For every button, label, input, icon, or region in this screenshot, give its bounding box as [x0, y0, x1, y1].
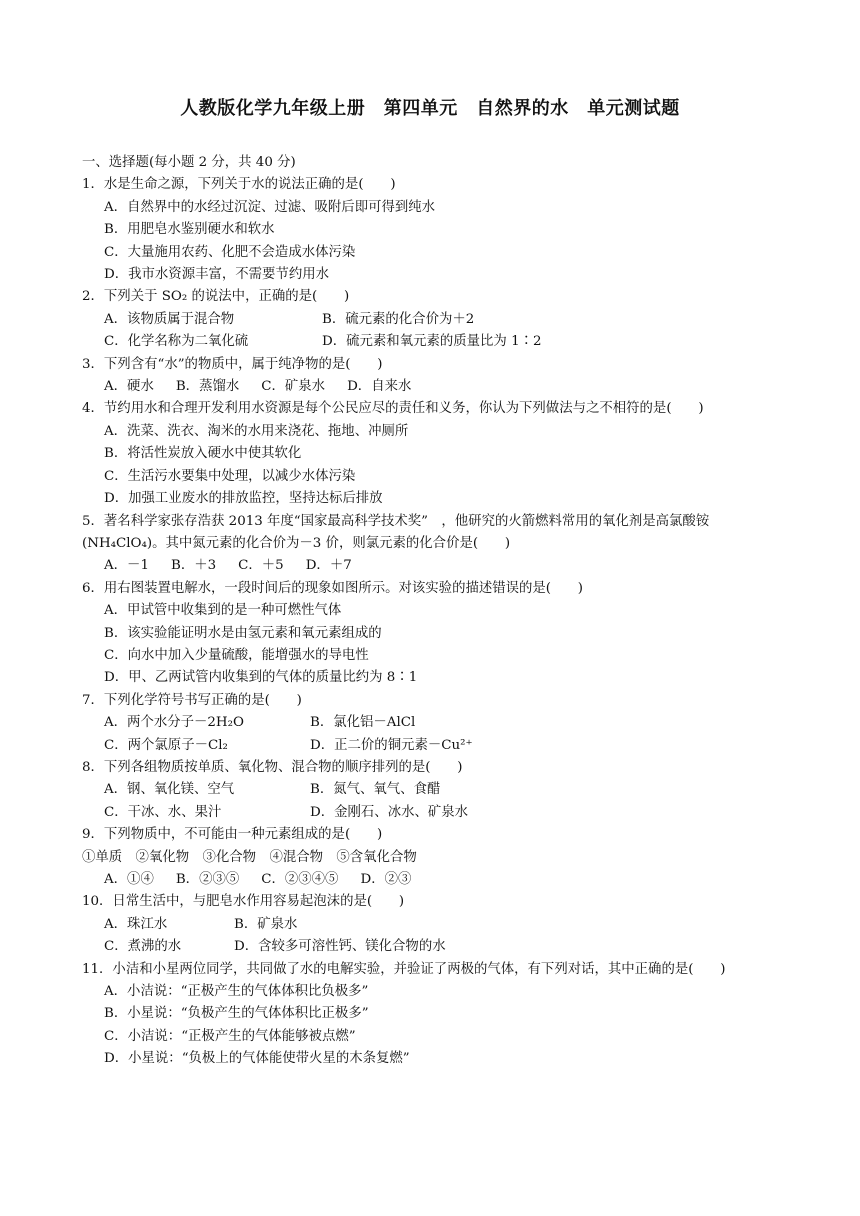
question-3-options — [82, 376, 782, 398]
question-7-option-c: C．两个氯原子－Cl₂ — [104, 737, 228, 753]
question-6-option-b: B．该实验能证明水是由氢元素和氧元素组成的 — [104, 625, 382, 641]
question-9-option-d: D．②③ — [360, 872, 412, 887]
question-10-option-b: B．矿泉水 — [234, 916, 298, 932]
question-2-option-a: A．该物质属于混合物 — [104, 311, 235, 327]
question-7-stem: 7．下列化学符号书写正确的是( ) — [82, 692, 302, 708]
question-10-stem: 10．日常生活中，与肥皂水作用容易起泡沫的是( ) — [82, 894, 405, 910]
question-2-stem: 2．下列关于 SO₂ 的说法中，正确的是( ) — [82, 289, 350, 305]
question-11-stem: 11．小洁和小星两位同学，共同做了水的电解实验，并验证了两极的气体，有下列对话，其中正确的是( ) — [82, 961, 726, 977]
section-heading: 一、选择题(每小题 2 分，共 40 分) — [82, 155, 296, 170]
question-6-stem: 6．用右图装置电解水，一段时间后的现象如图所示。对该实验的描述错误的是( ) — [82, 580, 584, 596]
question-8-stem: 8．下列各组物质按单质、氧化物、混合物的顺序排列的是( ) — [82, 759, 463, 775]
question-10-option-a: A．珠江水 — [104, 916, 168, 932]
question-4-option-b: B．将活性炭放入硬水中使其软化 — [104, 446, 302, 462]
question-5-options — [82, 555, 782, 577]
question-5-option-d: D．＋7 — [305, 558, 352, 574]
question-3-option-b: B．蒸馏水 — [175, 379, 240, 395]
question-2-option-b: B．硫元素的化合价为＋2 — [322, 311, 475, 327]
question-9-option-b: B．②③⑤ — [175, 872, 240, 887]
question-3-option-a: A．硬水 — [104, 379, 154, 395]
question-5-option-b: B．＋3 — [170, 558, 217, 574]
question-5-option-a: A．－1 — [104, 558, 149, 574]
question-4-option-c: C．生活污水要集中处理，以减少水体污染 — [104, 468, 356, 484]
question-2-options-row-2 — [82, 331, 782, 353]
question-11-option-d: D．小星说：“负极上的气体能使带火星的木条复燃” — [104, 1051, 410, 1067]
question-1-option-a: A．自然界中的水经过沉淀、过滤、吸附后即可得到纯水 — [104, 199, 436, 215]
question-10-option-d: D．含较多可溶性钙、镁化合物的水 — [234, 939, 446, 955]
question-1-option-d: D．我市水资源丰富，不需要节约用水 — [104, 267, 329, 283]
question-4-option-d: D．加强工业废水的排放监控，坚持达标后排放 — [104, 491, 383, 507]
question-10-option-c: C．煮沸的水 — [104, 939, 182, 955]
question-3-option-d: D．自来水 — [347, 379, 412, 395]
question-1-stem: 1．水是生命之源，下列关于水的说法正确的是( ) — [82, 177, 396, 193]
question-7-option-a: A．两个水分子－2H₂O — [104, 715, 244, 731]
question-5-stem: 5．著名科学家张存浩获 2013 年度“国家最高科学技术奖” ，他研究的火箭燃料常用的氧化剂是高氯酸铵(NH₄ClO₄)。其中氮元素的化合价为－3 价，则氯元素的化合价是( ) — [82, 513, 710, 551]
question-9-stem: 9．下列物质中，不可能由一种元素组成的是( ) — [82, 827, 383, 843]
question-2-option-d: D．硫元素和氧元素的质量比为 1∶2 — [322, 334, 542, 350]
question-8-option-a: A．钢、氧化镁、空气 — [104, 782, 235, 798]
question-9-option-a: A．①④ — [104, 872, 154, 887]
question-8-option-d: D．金刚石、冰水、矿泉水 — [310, 804, 469, 820]
question-4-option-a: A．洗菜、洗衣、淘米的水用来浇花、拖地、冲厕所 — [104, 423, 409, 439]
question-2-options-row-1 — [82, 309, 782, 331]
question-3-option-c: C．矿泉水 — [261, 379, 326, 395]
question-body — [82, 152, 782, 1071]
question-11-option-a: A．小洁说：“正极产生的气体体积比负极多” — [104, 984, 369, 1000]
question-1-option-c: C．大量施用农药、化肥不会造成水体污染 — [104, 244, 356, 260]
question-7-options-row-1 — [82, 712, 782, 734]
question-2-option-c: C．化学名称为二氧化硫 — [104, 334, 249, 350]
question-3-stem: 3．下列含有“水”的物质中，属于纯净物的是( ) — [82, 356, 383, 372]
question-1-option-b: B．用肥皂水鉴别硬水和软水 — [104, 222, 275, 238]
question-4-stem: 4．节约用水和合理开发利用水资源是每个公民应尽的责任和义务，你认为下列做法与之不相符的是( ) — [82, 401, 704, 417]
question-10-options-row-1 — [82, 914, 782, 936]
question-5-option-c: C．＋5 — [238, 558, 284, 574]
question-9-option-c: C．②③④⑤ — [261, 872, 339, 887]
question-6-option-c: C．向水中加入少量硫酸，能增强水的导电性 — [104, 647, 369, 663]
question-11-option-c: C．小洁说：“正极产生的气体能够被点燃” — [104, 1028, 356, 1044]
question-8-option-b: B．氮气、氧气、食醋 — [310, 782, 441, 798]
question-6-option-a: A．甲试管中收集到的是一种可燃性气体 — [104, 603, 342, 619]
question-7-option-b: B．氯化铝－AlCl — [310, 715, 416, 731]
question-8-options-row-1 — [82, 779, 782, 801]
question-9-choices: ①单质 ②氧化物 ③化合物 ④混合物 ⑤含氧化合物 — [82, 849, 417, 865]
page-title: 人教版化学九年级上册 第四单元 自然界的水 单元测试题 — [180, 98, 680, 119]
question-8-option-c: C．干冰、水、果汁 — [104, 804, 222, 820]
question-7-options-row-2 — [82, 735, 782, 757]
question-6-option-d: D．甲、乙两试管内收集到的气体的质量比约为 8∶1 — [104, 670, 418, 686]
question-9-options — [82, 869, 782, 891]
question-8-options-row-2 — [82, 802, 782, 824]
question-11-option-b: B．小星说：“负极产生的气体体积比正极多” — [104, 1006, 369, 1022]
question-7-option-d: D．正二价的铜元素－Cu²⁺ — [310, 737, 473, 753]
question-10-options-row-2 — [82, 936, 782, 958]
